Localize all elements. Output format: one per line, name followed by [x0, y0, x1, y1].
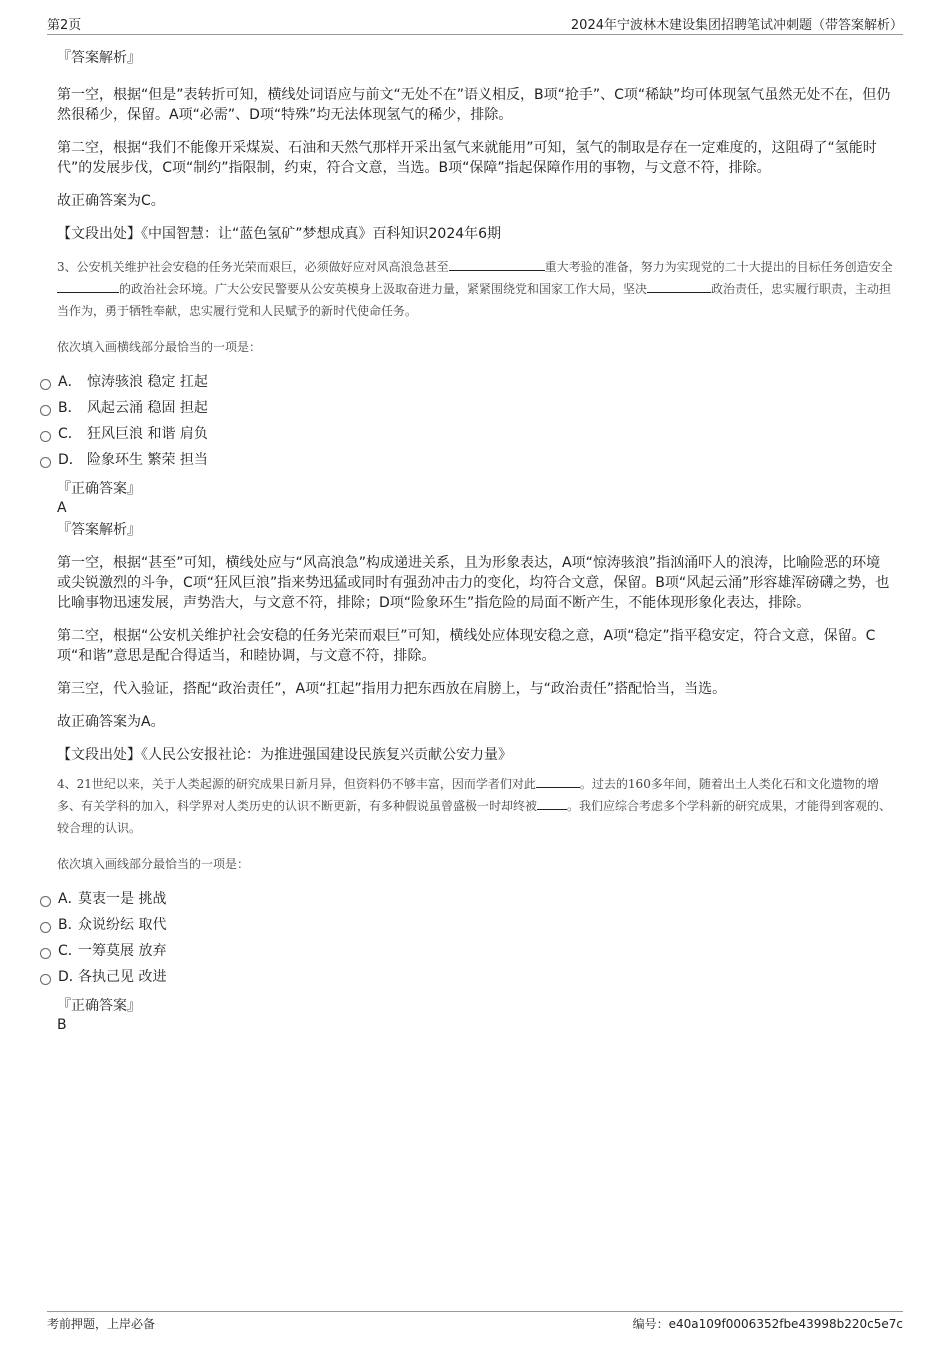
- analysis-paragraph: 第三空，代入验证，搭配“政治责任”，A项“扛起”指用力把东西放在肩膀上，与“政治责任”搭配恰当，当选。: [57, 681, 727, 697]
- analysis-paragraph: 第二空，根据“公安机关维护社会安稳的任务光荣而艰巨”可知，横线处应体现安稳之意，A项“稳定”指平稳安定，符合文意，保留。C项“和谐”意思是配合得适当，和睦协调，与文意不符，排除。: [57, 628, 876, 664]
- option-d[interactable]: D． 各执己见 改进: [0, 964, 893, 990]
- analysis-paragraph: 第二空，根据“我们不能像开采煤炭、石油和天然气那样开采出氢气来就能用”可知，氢气的制取是存在一定难度的，这阻碍了“氢能时代”的发展步伐，C项“制约”指限制，约束，符合文意，当选。B项“保障”指起保障作用的事物，与文意不符，排除。: [57, 140, 877, 176]
- footer-slogan: 考前押题，上岸必备: [47, 1317, 156, 1331]
- option-a[interactable]: A． 莫衷一是 挑战: [0, 886, 893, 912]
- fill-blank: [537, 795, 567, 810]
- option-b[interactable]: B． 风起云涌 稳固 担起: [0, 395, 893, 421]
- source-citation: 【文段出处】《中国智慧：让“蓝色氢矿”梦想成真》百科知识2024年6期: [57, 226, 502, 242]
- radio-icon[interactable]: [40, 896, 51, 907]
- source-citation: 【文段出处】《人民公安报社论：为推进强国建设民族复兴贡献公安力量》: [57, 747, 512, 763]
- analysis-label: 『答案解析』: [57, 522, 141, 538]
- radio-icon[interactable]: [40, 405, 51, 416]
- correct-answer-label: 『正确答案』: [57, 481, 141, 497]
- fill-blank: [57, 278, 119, 293]
- footer-code: 编号：e40a109f0006352fbe43998b220c5e7c: [632, 1317, 903, 1331]
- option-c[interactable]: C． 一筹莫展 放弃: [0, 938, 893, 964]
- fill-blank: [647, 278, 711, 293]
- analysis-conclusion: 故正确答案为A。: [57, 714, 165, 730]
- page-header: [47, 14, 903, 35]
- option-b[interactable]: B． 众说纷纭 取代: [0, 912, 893, 938]
- correct-answer-value: A: [57, 500, 67, 516]
- question-3-prompt: 依次填入画横线部分最恰当的一项是：: [57, 340, 262, 354]
- page-number: 第2页: [47, 18, 82, 33]
- question-4-stem: 4、21世纪以来，关于人类起源的研究成果日新月异，但资料仍不够丰富，因而学者们对此 。过去的160多年间，随着出土人类化石和文化遗物的增多、有关学科的加入，科学界对人类历史的认识不断更新，有多种假说虽曾盛极一时却终被 。我们应综合考虑多个学科新的研究成果，才能得到客观的、较合理的认识。: [57, 773, 893, 839]
- analysis-label: 『答案解析』: [57, 50, 141, 66]
- radio-icon[interactable]: [40, 379, 51, 390]
- fill-blank: [536, 773, 580, 788]
- main-content: [57, 44, 893, 1034]
- question-4-prompt: 依次填入画线部分最恰当的一项是：: [57, 857, 250, 871]
- radio-icon[interactable]: [40, 457, 51, 468]
- analysis-paragraph: 第一空，根据“但是”表转折可知，横线处词语应与前文“无处不在”语义相反，B项“抢手”、C项“稀缺”均可体现氢气虽然无处不在，但仍然很稀少，保留。A项“必需”、D项“特殊”均无法体现氢气的稀少，排除。: [57, 87, 891, 123]
- radio-icon[interactable]: [40, 974, 51, 985]
- document-title: 2024年宁波林木建设集团招聘笔试冲刺题（带答案解析）: [570, 18, 903, 33]
- radio-icon[interactable]: [40, 948, 51, 959]
- page-footer: [47, 1311, 903, 1332]
- fill-blank: [449, 256, 545, 271]
- analysis-conclusion: 故正确答案为C。: [57, 193, 165, 209]
- question-4-options: [57, 886, 893, 990]
- option-d[interactable]: D． 险象环生 繁荣 担当: [0, 447, 893, 473]
- option-c[interactable]: C． 狂风巨浪 和谐 肩负: [0, 421, 893, 447]
- correct-answer-value: B: [57, 1017, 67, 1033]
- question-3-stem: 3、公安机关维护社会安稳的任务光荣而艰巨，必须做好应对风高浪急甚至 重大考验的准备，努力为实现党的二十大提出的目标任务创造安全的政治社会环境。广大公安民警要从公安英模身上汲取奋进力量，紧紧围绕党和国家工作大局，坚决 政治责任，忠实履行职责，主动担当作为，勇于牺牲奉献，忠实履行党和人民赋予的新时代使命任务。: [57, 256, 893, 322]
- option-a[interactable]: A． 惊涛骇浪 稳定 扛起: [0, 369, 893, 395]
- radio-icon[interactable]: [40, 922, 51, 933]
- analysis-paragraph: 第一空，根据“甚至”可知，横线处应与“风高浪急”构成递进关系，且为形象表达，A项“惊涛骇浪”指汹涌吓人的浪涛，比喻险恶的环境或尖锐激烈的斗争，C项“狂风巨浪”指来势迅猛或同时有强劲冲击力的变化，均符合文意，保留。B项“风起云涌”形容雄浑磅礴之势，也比喻事物迅速发展，声势浩大，与文意不符，排除；D项“险象环生”指危险的局面不断产生，不能体现形象化表达，排除。: [57, 555, 890, 611]
- radio-icon[interactable]: [40, 431, 51, 442]
- correct-answer-label: 『正确答案』: [57, 998, 141, 1014]
- question-3-options: [57, 369, 893, 473]
